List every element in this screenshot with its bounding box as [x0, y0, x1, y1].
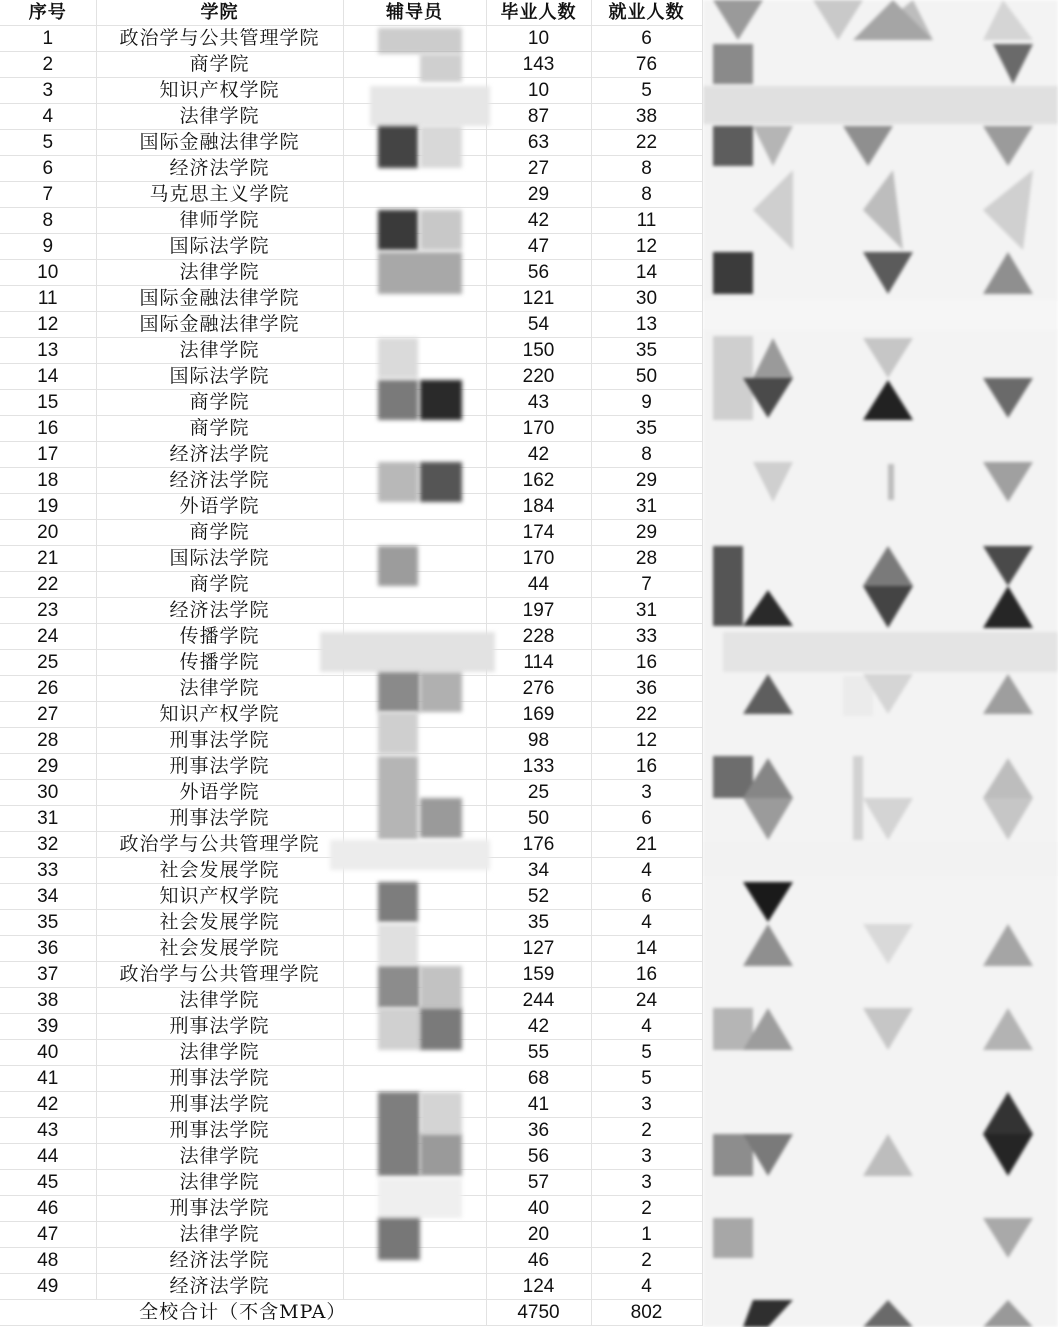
row-college[interactable]: 政治学与公共管理学院 [96, 26, 343, 52]
header-row [0, 0, 702, 26]
row-college[interactable]: 国际法学院 [96, 234, 343, 260]
row-employed[interactable]: 16 [591, 962, 702, 988]
table-row [0, 884, 702, 910]
row-employed[interactable]: 16 [591, 754, 702, 780]
table-row [0, 468, 702, 494]
row-employed[interactable]: 30 [591, 286, 702, 312]
row-college[interactable]: 传播学院 [96, 624, 343, 650]
redaction-block [378, 126, 418, 168]
row-college[interactable]: 商学院 [96, 416, 343, 442]
redaction-block [378, 380, 418, 420]
row-index[interactable]: 43 [0, 1118, 96, 1144]
table-row [0, 572, 702, 598]
row-college[interactable]: 传播学院 [96, 650, 343, 676]
row-college[interactable]: 政治学与公共管理学院 [96, 962, 343, 988]
row-graduates[interactable]: 176 [486, 832, 591, 858]
row-college[interactable]: 商学院 [96, 52, 343, 78]
row-index[interactable]: 34 [0, 884, 96, 910]
row-college[interactable]: 法律学院 [96, 338, 343, 364]
row-college[interactable]: 社会发展学院 [96, 936, 343, 962]
row-college[interactable]: 商学院 [96, 520, 343, 546]
row-employed[interactable]: 31 [591, 598, 702, 624]
row-index[interactable]: 9 [0, 234, 96, 260]
row-college[interactable]: 国际法学院 [96, 364, 343, 390]
row-graduates[interactable]: 25 [486, 780, 591, 806]
row-graduates[interactable]: 50 [486, 806, 591, 832]
row-index[interactable]: 11 [0, 286, 96, 312]
redaction-block [370, 86, 490, 126]
table-row [0, 442, 702, 468]
row-college[interactable]: 刑事法学院 [96, 806, 343, 832]
table-row [0, 104, 702, 130]
row-counselor[interactable] [343, 182, 486, 208]
row-graduates[interactable]: 55 [486, 1040, 591, 1066]
row-college[interactable]: 社会发展学院 [96, 910, 343, 936]
header-graduates[interactable]: 毕业人数 [486, 0, 591, 26]
row-index[interactable]: 6 [0, 156, 96, 182]
row-graduates[interactable]: 27 [486, 156, 591, 182]
row-graduates[interactable]: 220 [486, 364, 591, 390]
row-employed[interactable]: 14 [591, 936, 702, 962]
row-counselor[interactable] [343, 1066, 486, 1092]
table-row [0, 312, 702, 338]
row-graduates[interactable]: 197 [486, 598, 591, 624]
row-college[interactable]: 经济法学院 [96, 1248, 343, 1274]
row-college[interactable]: 经济法学院 [96, 598, 343, 624]
row-employed[interactable]: 29 [591, 468, 702, 494]
row-index[interactable]: 30 [0, 780, 96, 806]
table-row [0, 286, 702, 312]
row-college[interactable]: 法律学院 [96, 1170, 343, 1196]
row-employed[interactable]: 50 [591, 364, 702, 390]
row-college[interactable]: 法律学院 [96, 676, 343, 702]
row-graduates[interactable]: 44 [486, 572, 591, 598]
row-graduates[interactable]: 162 [486, 468, 591, 494]
row-graduates[interactable]: 41 [486, 1092, 591, 1118]
row-graduates[interactable]: 159 [486, 962, 591, 988]
redaction-block [330, 840, 490, 870]
row-college[interactable]: 刑事法学院 [96, 1196, 343, 1222]
redaction-block [378, 546, 418, 586]
header-index[interactable]: 序号 [0, 0, 96, 26]
row-employed[interactable]: 2 [591, 1118, 702, 1144]
row-counselor[interactable] [343, 312, 486, 338]
row-graduates[interactable]: 40 [486, 1196, 591, 1222]
redaction-block [378, 672, 420, 712]
row-graduates[interactable]: 121 [486, 286, 591, 312]
redaction-block [378, 966, 420, 1008]
row-graduates[interactable]: 87 [486, 104, 591, 130]
row-counselor[interactable] [343, 520, 486, 546]
row-graduates[interactable]: 46 [486, 1248, 591, 1274]
row-college[interactable]: 外语学院 [96, 494, 343, 520]
row-index[interactable]: 35 [0, 910, 96, 936]
table-row [0, 520, 702, 546]
redaction-block [320, 632, 495, 672]
row-graduates[interactable]: 52 [486, 884, 591, 910]
row-index[interactable]: 36 [0, 936, 96, 962]
row-index[interactable]: 18 [0, 468, 96, 494]
row-employed[interactable]: 36 [591, 676, 702, 702]
row-employed[interactable]: 4 [591, 910, 702, 936]
row-index[interactable]: 23 [0, 598, 96, 624]
redaction-block [420, 966, 462, 1008]
table-row [0, 1248, 702, 1274]
row-index[interactable]: 27 [0, 702, 96, 728]
row-college[interactable]: 法律学院 [96, 1040, 343, 1066]
row-index[interactable]: 19 [0, 494, 96, 520]
row-employed[interactable]: 28 [591, 546, 702, 572]
row-employed[interactable]: 38 [591, 104, 702, 130]
table-row [0, 1170, 702, 1196]
row-employed[interactable]: 4 [591, 858, 702, 884]
table-row [0, 910, 702, 936]
row-index[interactable]: 15 [0, 390, 96, 416]
row-graduates[interactable]: 36 [486, 1118, 591, 1144]
row-index[interactable]: 22 [0, 572, 96, 598]
row-employed[interactable]: 35 [591, 416, 702, 442]
row-employed[interactable]: 33 [591, 624, 702, 650]
row-index[interactable]: 47 [0, 1222, 96, 1248]
redaction-block [378, 712, 418, 754]
row-index[interactable]: 12 [0, 312, 96, 338]
table-row [0, 598, 702, 624]
table-row [0, 1144, 702, 1170]
row-graduates[interactable]: 56 [486, 1144, 591, 1170]
redaction-block [420, 798, 462, 838]
row-employed[interactable]: 6 [591, 806, 702, 832]
row-index[interactable]: 21 [0, 546, 96, 572]
row-employed[interactable]: 9 [591, 390, 702, 416]
row-college[interactable]: 知识产权学院 [96, 884, 343, 910]
redaction-block [378, 28, 462, 54]
row-index[interactable]: 37 [0, 962, 96, 988]
row-employed[interactable]: 1 [591, 1222, 702, 1248]
row-index[interactable]: 42 [0, 1092, 96, 1118]
row-college[interactable]: 法律学院 [96, 1222, 343, 1248]
row-employed[interactable]: 2 [591, 1196, 702, 1222]
table-row [0, 494, 702, 520]
row-employed[interactable]: 3 [591, 1144, 702, 1170]
row-index[interactable]: 7 [0, 182, 96, 208]
row-college[interactable]: 刑事法学院 [96, 1014, 343, 1040]
redaction-block [378, 1218, 420, 1260]
triangle-pattern [703, 0, 1058, 1327]
row-index[interactable]: 14 [0, 364, 96, 390]
redaction-block [378, 1092, 420, 1176]
row-employed[interactable]: 21 [591, 832, 702, 858]
redaction-block [378, 1178, 462, 1218]
row-graduates[interactable]: 43 [486, 390, 591, 416]
row-index[interactable]: 28 [0, 728, 96, 754]
row-college[interactable]: 马克思主义学院 [96, 182, 343, 208]
row-college[interactable]: 经济法学院 [96, 156, 343, 182]
row-employed[interactable]: 76 [591, 52, 702, 78]
row-employed[interactable]: 5 [591, 1040, 702, 1066]
table-row [0, 1040, 702, 1066]
row-employed[interactable]: 29 [591, 520, 702, 546]
row-employed[interactable]: 8 [591, 442, 702, 468]
row-index[interactable]: 20 [0, 520, 96, 546]
row-graduates[interactable]: 124 [486, 1274, 591, 1300]
row-graduates[interactable]: 127 [486, 936, 591, 962]
table-row [0, 364, 702, 390]
row-index[interactable]: 38 [0, 988, 96, 1014]
row-college[interactable]: 刑事法学院 [96, 1118, 343, 1144]
row-graduates[interactable]: 20 [486, 1222, 591, 1248]
table-row [0, 936, 702, 962]
row-college[interactable]: 法律学院 [96, 104, 343, 130]
row-index[interactable]: 3 [0, 78, 96, 104]
row-employed[interactable]: 8 [591, 156, 702, 182]
table-row [0, 416, 702, 442]
row-graduates[interactable]: 98 [486, 728, 591, 754]
row-index[interactable]: 32 [0, 832, 96, 858]
table-row [0, 780, 702, 806]
row-employed[interactable]: 12 [591, 234, 702, 260]
row-graduates[interactable]: 228 [486, 624, 591, 650]
row-graduates[interactable]: 174 [486, 520, 591, 546]
redaction-block [420, 462, 462, 502]
row-employed[interactable]: 12 [591, 728, 702, 754]
row-graduates[interactable]: 68 [486, 1066, 591, 1092]
row-employed[interactable]: 24 [591, 988, 702, 1014]
row-graduates[interactable]: 10 [486, 78, 591, 104]
row-graduates[interactable]: 42 [486, 1014, 591, 1040]
row-counselor[interactable] [343, 52, 486, 78]
row-index[interactable]: 46 [0, 1196, 96, 1222]
row-employed[interactable]: 4 [591, 1274, 702, 1300]
table-row [0, 208, 702, 234]
row-index[interactable]: 29 [0, 754, 96, 780]
row-college[interactable]: 商学院 [96, 390, 343, 416]
row-graduates[interactable]: 276 [486, 676, 591, 702]
row-employed[interactable]: 8 [591, 182, 702, 208]
table-row [0, 806, 702, 832]
row-employed[interactable]: 35 [591, 338, 702, 364]
row-index[interactable]: 2 [0, 52, 96, 78]
row-graduates[interactable]: 114 [486, 650, 591, 676]
redaction-block [378, 210, 418, 250]
row-graduates[interactable]: 170 [486, 416, 591, 442]
row-employed[interactable]: 22 [591, 130, 702, 156]
row-college[interactable]: 经济法学院 [96, 442, 343, 468]
table-row [0, 182, 702, 208]
table-row [0, 754, 702, 780]
table-row [0, 728, 702, 754]
header-college[interactable]: 学院 [96, 0, 343, 26]
row-graduates[interactable]: 57 [486, 1170, 591, 1196]
row-employed[interactable]: 11 [591, 208, 702, 234]
row-college[interactable]: 刑事法学院 [96, 754, 343, 780]
row-counselor[interactable] [343, 1274, 486, 1300]
table-row [0, 234, 702, 260]
header-counselor[interactable]: 辅导员 [343, 0, 486, 26]
row-graduates[interactable]: 35 [486, 910, 591, 936]
redaction-block [420, 380, 462, 420]
row-graduates[interactable]: 63 [486, 130, 591, 156]
row-index[interactable]: 39 [0, 1014, 96, 1040]
table-row [0, 962, 702, 988]
table-row [0, 78, 702, 104]
row-index[interactable]: 41 [0, 1066, 96, 1092]
row-graduates[interactable]: 133 [486, 754, 591, 780]
row-index[interactable]: 33 [0, 858, 96, 884]
row-college[interactable]: 法律学院 [96, 260, 343, 286]
row-college[interactable]: 刑事法学院 [96, 1066, 343, 1092]
row-employed[interactable]: 14 [591, 260, 702, 286]
row-graduates[interactable]: 34 [486, 858, 591, 884]
row-index[interactable]: 49 [0, 1274, 96, 1300]
row-graduates[interactable]: 54 [486, 312, 591, 338]
row-graduates[interactable]: 184 [486, 494, 591, 520]
row-college[interactable]: 刑事法学院 [96, 1092, 343, 1118]
table-row [0, 1066, 702, 1092]
table-row [0, 988, 702, 1014]
row-college[interactable]: 政治学与公共管理学院 [96, 832, 343, 858]
table-row [0, 702, 702, 728]
redaction-block [420, 126, 462, 168]
row-graduates[interactable]: 47 [486, 234, 591, 260]
row-index[interactable]: 24 [0, 624, 96, 650]
row-index[interactable]: 40 [0, 1040, 96, 1066]
row-graduates[interactable]: 42 [486, 442, 591, 468]
row-counselor[interactable] [343, 598, 486, 624]
row-employed[interactable]: 6 [591, 26, 702, 52]
redaction-block [420, 54, 462, 82]
row-college[interactable]: 国际金融法律学院 [96, 286, 343, 312]
row-graduates[interactable]: 10 [486, 26, 591, 52]
row-index[interactable]: 45 [0, 1170, 96, 1196]
row-graduates[interactable]: 170 [486, 546, 591, 572]
row-college[interactable]: 知识产权学院 [96, 702, 343, 728]
redaction-block [420, 1092, 462, 1134]
redaction-block [378, 1008, 420, 1050]
total-label[interactable]: 全校合计（不含MPA） [0, 1300, 486, 1326]
redaction-block [378, 252, 462, 294]
row-college[interactable]: 经济法学院 [96, 1274, 343, 1300]
row-employed[interactable]: 4 [591, 1014, 702, 1040]
redaction-block [378, 756, 418, 840]
table-row [0, 130, 702, 156]
table-row [0, 546, 702, 572]
row-employed[interactable]: 3 [591, 1092, 702, 1118]
table-row [0, 1196, 702, 1222]
table-row [0, 390, 702, 416]
row-employed[interactable]: 2 [591, 1248, 702, 1274]
row-college[interactable]: 外语学院 [96, 780, 343, 806]
table-row [0, 1274, 702, 1300]
row-employed[interactable]: 13 [591, 312, 702, 338]
redacted-pattern-area [703, 0, 1058, 1327]
row-employed[interactable]: 5 [591, 1066, 702, 1092]
row-college[interactable]: 社会发展学院 [96, 858, 343, 884]
row-index[interactable]: 1 [0, 26, 96, 52]
row-index[interactable]: 10 [0, 260, 96, 286]
header-employed[interactable]: 就业人数 [591, 0, 702, 26]
row-college[interactable]: 知识产权学院 [96, 78, 343, 104]
row-graduates[interactable]: 244 [486, 988, 591, 1014]
table-row [0, 1222, 702, 1248]
table-row [0, 338, 702, 364]
row-college[interactable]: 法律学院 [96, 1144, 343, 1170]
redaction-block [420, 1008, 462, 1050]
table-row [0, 156, 702, 182]
row-college[interactable]: 刑事法学院 [96, 728, 343, 754]
row-graduates[interactable]: 42 [486, 208, 591, 234]
row-index[interactable]: 48 [0, 1248, 96, 1274]
row-index[interactable]: 4 [0, 104, 96, 130]
row-index[interactable]: 17 [0, 442, 96, 468]
row-index[interactable]: 31 [0, 806, 96, 832]
row-college[interactable]: 律师学院 [96, 208, 343, 234]
redaction-block [420, 1134, 462, 1176]
redaction-block [420, 672, 462, 712]
redaction-block [378, 338, 418, 378]
row-college[interactable]: 国际金融法律学院 [96, 130, 343, 156]
row-graduates[interactable]: 56 [486, 260, 591, 286]
table-row [0, 676, 702, 702]
table-row [0, 1118, 702, 1144]
row-index[interactable]: 25 [0, 650, 96, 676]
total-employed[interactable]: 802 [591, 1300, 702, 1326]
row-employed[interactable]: 3 [591, 1170, 702, 1196]
row-index[interactable]: 8 [0, 208, 96, 234]
redaction-block [378, 882, 418, 922]
row-college[interactable]: 商学院 [96, 572, 343, 598]
row-employed[interactable]: 6 [591, 884, 702, 910]
row-index[interactable]: 13 [0, 338, 96, 364]
row-employed[interactable]: 5 [591, 78, 702, 104]
total-row [0, 1300, 702, 1326]
row-graduates[interactable]: 143 [486, 52, 591, 78]
row-employed[interactable]: 7 [591, 572, 702, 598]
row-index[interactable]: 5 [0, 130, 96, 156]
redaction-block [420, 210, 462, 250]
row-college[interactable]: 国际金融法律学院 [96, 312, 343, 338]
row-index[interactable]: 16 [0, 416, 96, 442]
redaction-block [378, 462, 418, 502]
row-college[interactable]: 国际法学院 [96, 546, 343, 572]
row-graduates[interactable]: 150 [486, 338, 591, 364]
total-graduates[interactable]: 4750 [486, 1300, 591, 1326]
table-row [0, 260, 702, 286]
row-employed[interactable]: 16 [591, 650, 702, 676]
row-employed[interactable]: 3 [591, 780, 702, 806]
table-row [0, 1092, 702, 1118]
row-employed[interactable]: 22 [591, 702, 702, 728]
table-row [0, 1014, 702, 1040]
row-employed[interactable]: 31 [591, 494, 702, 520]
row-graduates[interactable]: 169 [486, 702, 591, 728]
row-college[interactable]: 经济法学院 [96, 468, 343, 494]
row-graduates[interactable]: 29 [486, 182, 591, 208]
row-college[interactable]: 法律学院 [96, 988, 343, 1014]
row-index[interactable]: 44 [0, 1144, 96, 1170]
redaction-block [378, 924, 418, 964]
row-index[interactable]: 26 [0, 676, 96, 702]
table-row [0, 52, 702, 78]
table-row [0, 26, 702, 52]
